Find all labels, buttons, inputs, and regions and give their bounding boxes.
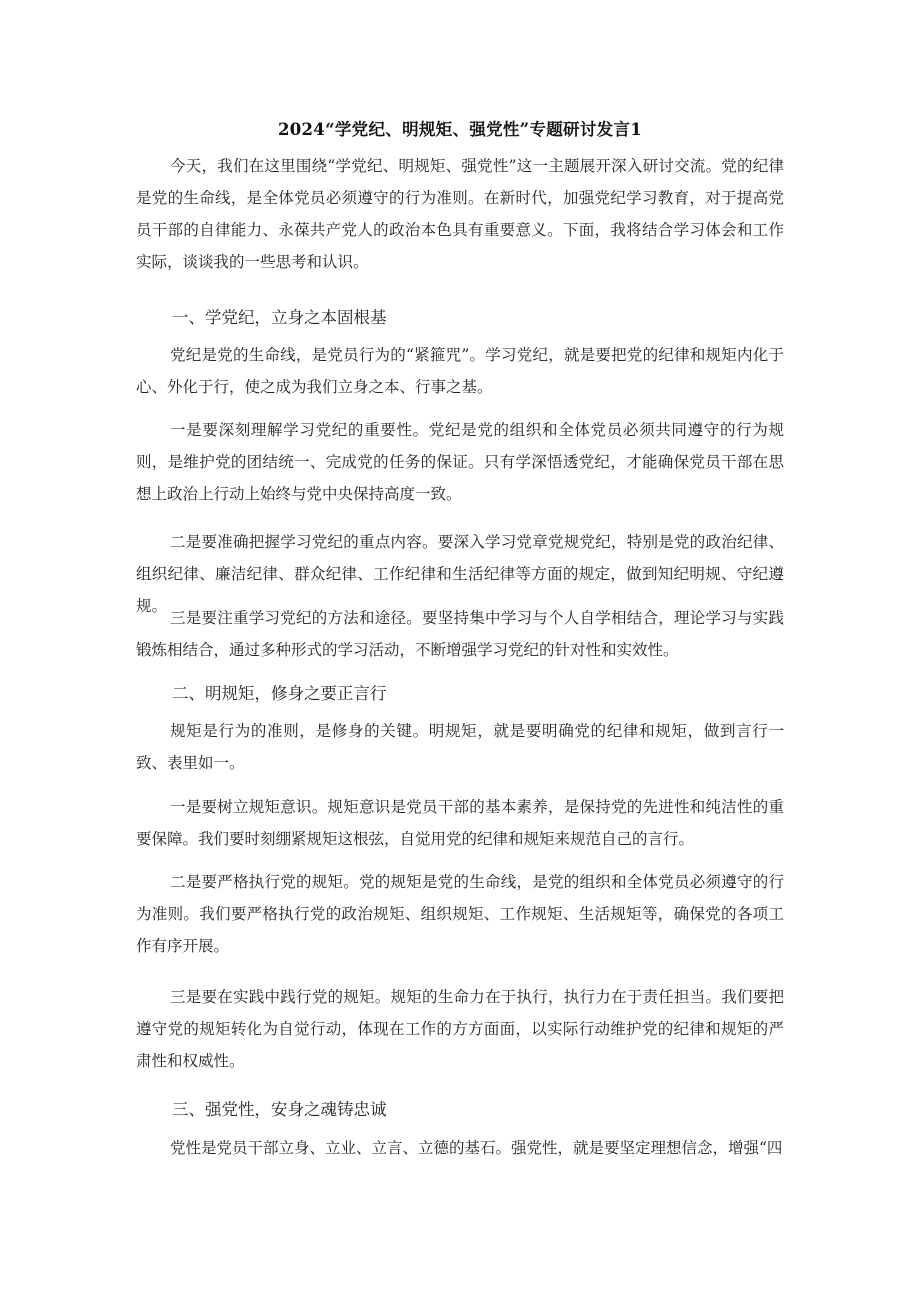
paragraph: 党性是党员干部立身、立业、立言、立德的基石。强党性，就是要坚定理想信念，增强“四 [170, 1139, 783, 1157]
paragraph: 二是要准确把握学习党纪的重点内容。要深入学习党章党规党纪，特别是党的政治纪律、组织纪律、廉洁纪律、群众纪律、工作纪律和生活纪律等方面的规定，做到知纪明规、守纪遵规。 [136, 533, 784, 615]
document-title: 2024“学党纪、明规矩、强党性”专题研讨发言1 [277, 120, 643, 139]
section-heading-2: 二、明规矩，修身之要正言行 [172, 684, 387, 703]
paragraph: 三是要在实践中践行党的规矩。规矩的生命力在于执行，执行力在于责任担当。我们要把遵守党的规矩转化为自觉行动，体现在工作的方方面面，以实际行动维护党的纪律和规矩的严肃性和权威性。 [136, 988, 784, 1070]
section-heading-1: 一、学党纪，立身之本固根基 [172, 308, 387, 327]
paragraph: 一是要树立规矩意识。规矩意识是党员干部的基本素养，是保持党的先进性和纯洁性的重要保障。我们要时刻绷紧规矩这根弦，自觉用党的纪律和规矩来规范自己的言行。 [136, 798, 784, 848]
paragraph: 规矩是行为的准则，是修身的关键。明规矩，就是要明确党的纪律和规矩，做到言行一致、表里如一。 [136, 722, 784, 772]
paragraph: 党纪是党的生命线，是党员行为的“紧箍咒”。学习党纪，就是要把党的纪律和规矩内化于心、外化于行，使之成为我们立身之本、行事之基。 [136, 346, 784, 396]
paragraph: 二是要严格执行党的规矩。党的规矩是党的生命线，是党的组织和全体党员必须遵守的行为准则。我们要严格执行党的政治规矩、组织规矩、工作规矩、生活规矩等，确保党的各项工作有序开展。 [136, 873, 784, 955]
paragraph: 一是要深刻理解学习党纪的重要性。党纪是党的组织和全体党员必须共同遵守的行为规则，是维护党的团结统一、完成党的任务的保证。只有学深悟透党纪，才能确保党员干部在思想上政治上行动上始终与党中央保持高度一致。 [136, 421, 784, 503]
paragraph: 三是要注重学习党纪的方法和途径。要坚持集中学习与个人自学相结合，理论学习与实践锻炼相结合，通过多种形式的学习活动，不断增强学习党纪的针对性和实效性。 [136, 609, 784, 659]
intro-paragraph: 今天，我们在这里围绕“学党纪、明规矩、强党性”这一主题展开深入研讨交流。党的纪律是党的生命线，是全体党员必须遵守的行为准则。在新时代，加强党纪学习教育，对于提高党员干部的自律能力、永葆共产党人的政治本色具有重要意义。下面，我将结合学习体会和工作实际，谈谈我的一些思考和认识。 [136, 157, 784, 271]
section-heading-3: 三、强党性，安身之魂铸忠诚 [172, 1100, 387, 1119]
